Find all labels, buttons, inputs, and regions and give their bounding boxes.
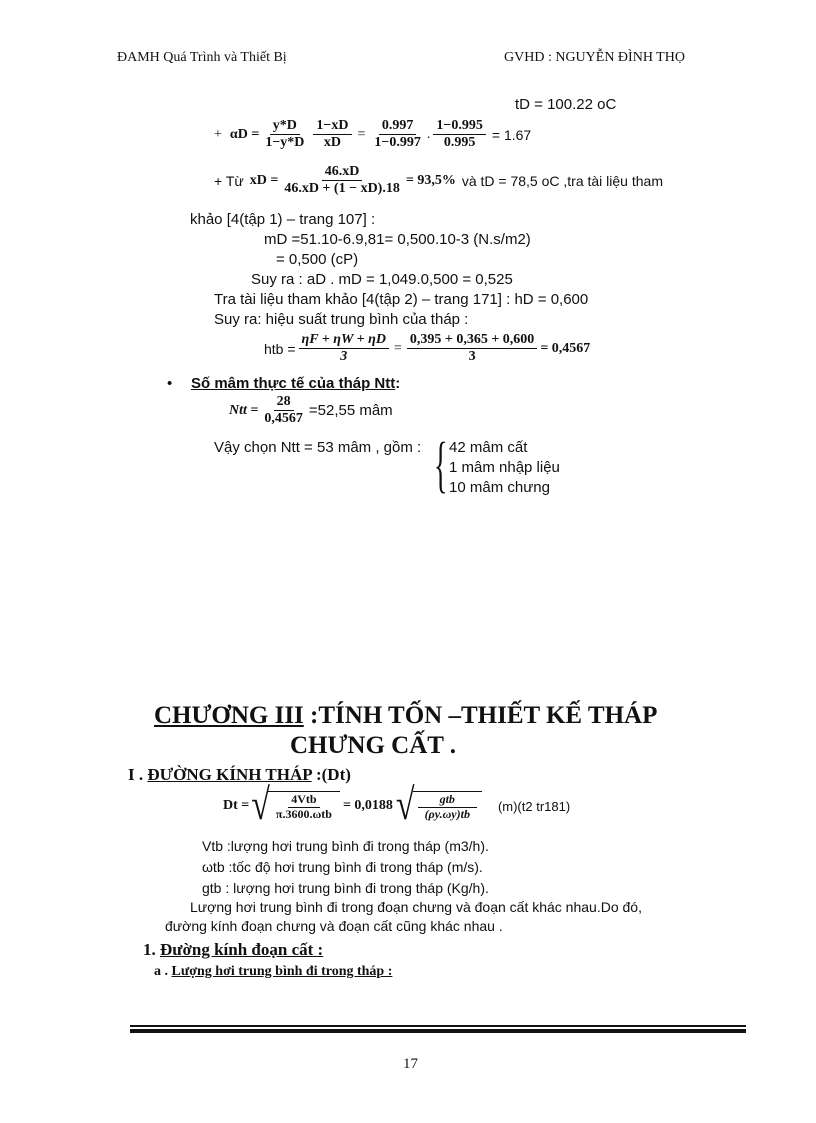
dt-f1-den: π.3600.ωtb <box>275 806 332 821</box>
hieu-suat-line: Suy ra: hiệu suất trung bình của tháp : <box>214 311 469 328</box>
bullet-heading <box>191 375 400 392</box>
section-suffix: :(Dt) <box>311 765 351 784</box>
subsub-title: Lượng hơi trung bình đi trong tháp : <box>171 964 393 979</box>
xd-prefix: + Từ <box>214 172 244 189</box>
alpha-f3-num: 0.997 <box>379 118 417 135</box>
chon-line: Vậy chọn Ntt = 53 mâm , gồm : <box>214 439 422 456</box>
dt-f1-num: 4Vtb <box>288 793 319 808</box>
dt-formula: Dt = √ $\frac{\text{4Vtb}}{\text{π.3600.ωtb}}$ = 0,0188 √ $\frac{\text{gtb}}{(\rho y.\omega y)tb}$ (m)(t2 tr181) <box>223 781 571 830</box>
td-line: tD = 100.22 oC <box>515 96 617 113</box>
dt-mid: = 0,0188 <box>342 798 393 813</box>
htb-result: = 0,4567 <box>540 340 591 356</box>
choice-item: 42 mâm cất <box>449 439 528 456</box>
ntt-den: 0,4567 <box>264 411 303 427</box>
curly-brace: { <box>434 431 448 499</box>
footer-rule-thin <box>130 1025 746 1027</box>
section-title: ĐƯỜNG KÍNH THÁP <box>147 765 312 784</box>
paragraph-line: đường kính đoạn chưng và đoạn cất cũng khác nhau . <box>165 918 503 934</box>
alpha-eq: = <box>357 126 366 142</box>
mu-line-2: = 0,500 (cP) <box>276 251 359 268</box>
ntt-num: 28 <box>274 394 294 411</box>
subsection-heading <box>143 940 323 960</box>
dt-lhs: Dt = <box>223 798 250 813</box>
alpha-f4-den: 0.995 <box>443 135 476 151</box>
alpha-f2-num: 1−xD <box>313 118 351 135</box>
htb-formula <box>264 332 590 365</box>
chapter-prefix: CHƯƠNG III <box>154 702 304 729</box>
chapter-title-2: CHƯNG CẤT . <box>290 732 456 759</box>
bullet-colon: : <box>395 375 401 392</box>
header-left: ĐAMH Quá Trình và Thiết Bị <box>117 50 287 65</box>
footer-rule-thick <box>130 1029 746 1033</box>
section-label: I . <box>128 765 144 784</box>
htb-lhs: htb = <box>264 340 296 357</box>
xd-lhs: xD = <box>249 172 279 188</box>
ref-line: khảo [4(tập 1) – trang 107] : <box>190 211 376 228</box>
alpha-f2-den: xD <box>323 135 342 151</box>
subsection-title: Đường kính đoạn cất : <box>160 940 324 959</box>
ntt-lhs: Ntt = <box>229 402 259 418</box>
xd-result: = 93,5% <box>405 172 456 188</box>
htb-f1-num: ηF + ηW + ηD <box>299 332 389 349</box>
alpha-f1-den: 1−y*D <box>265 135 305 151</box>
htb-f2-num: 0,395 + 0,365 + 0,600 <box>407 332 537 349</box>
suy-ra-line: Suy ra : aD . mD = 1,049.0,500 = 0,525 <box>251 271 513 288</box>
xd-num: 46.xD <box>322 164 363 181</box>
alpha-dot: . <box>426 126 431 142</box>
subsub-label: a . <box>154 964 168 979</box>
dt-f2-num: gtb <box>418 793 477 808</box>
definition-line: ωtb :tốc độ hơi trung bình đi trong tháp (m/s). <box>202 859 483 875</box>
ntt-formula <box>229 394 393 427</box>
alpha-formula <box>214 118 531 151</box>
alpha-f4-num: 1−0.995 <box>433 118 485 135</box>
mu-line-1: mD =51.10-6.9,81= 0,500.10-3 (N.s/m2) <box>264 231 531 248</box>
bullet-dot: • <box>167 375 173 392</box>
alpha-f1-num: y*D <box>270 118 300 135</box>
xd-den: 46.xD + (1 − xD).18 <box>284 181 400 197</box>
chapter-heading <box>154 702 657 730</box>
xd-formula <box>214 164 663 197</box>
page-number: 17 <box>403 1056 418 1072</box>
tra-line: Tra tài liệu tham khảo [4(tập 2) – trang 171] : hD = 0,600 <box>214 291 589 308</box>
choice-item: 1 mâm nhập liệu <box>449 459 560 476</box>
subsub-heading <box>154 964 392 980</box>
definition-line: gtb : lượng hơi trung bình đi trong tháp (Kg/h). <box>202 880 489 896</box>
choice-item: 10 mâm chưng <box>449 479 550 496</box>
alpha-lhs: αD = <box>229 126 260 142</box>
alpha-prefix: + <box>214 126 222 142</box>
xd-tail: và tD = 78,5 oC ,tra tài liệu tham <box>461 172 663 189</box>
htb-f1-den: 3 <box>340 349 348 365</box>
bullet-title: Số mâm thực tế của tháp Ntt <box>191 375 396 392</box>
header-right: GVHD : NGUYỄN ĐÌNH THỌ <box>504 50 685 65</box>
definition-line: Vtb :lượng hơi trung bình đi trong tháp (m3/h). <box>202 838 489 854</box>
chapter-title-1: :TÍNH TỐN –THIẾT KẾ THÁP <box>303 702 658 729</box>
dt-f2-den: (ρy.ωy)tb <box>424 806 470 821</box>
htb-f2-den: 3 <box>468 349 476 365</box>
dt-ref: (m)(t2 tr181) <box>497 798 571 814</box>
alpha-result: = 1.67 <box>491 126 532 143</box>
htb-eq: = <box>393 340 402 356</box>
paragraph-line: Lượng hơi trung bình đi trong đoạn chưng và đoạn cất khác nhau.Do đó, <box>190 899 642 915</box>
alpha-f3-den: 1−0.997 <box>374 135 421 151</box>
ntt-result: =52,55 mâm <box>308 402 393 420</box>
section-heading <box>128 765 351 785</box>
subsection-label: 1. <box>143 940 156 959</box>
